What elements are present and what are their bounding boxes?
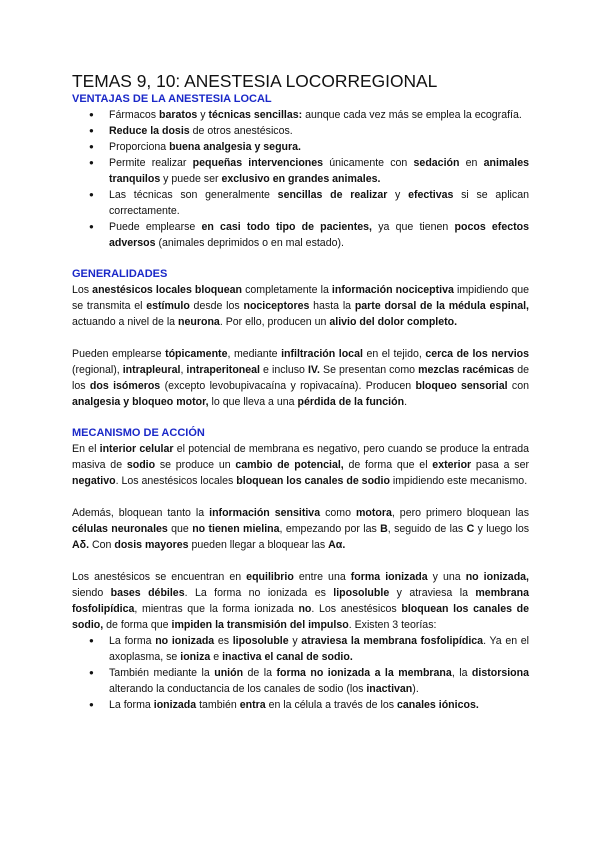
list-item: ● Las técnicas son generalmente sencillas de realizar y efectivas si se aplican correctamente. bbox=[109, 187, 529, 219]
list-item: ● Proporciona buena analgesia y segura. bbox=[109, 139, 529, 155]
list-item: ● Fármacos baratos y técnicas sencillas: aunque cada vez más se emplea la ecografía. bbox=[109, 107, 529, 123]
paragraph: Los anestésicos locales bloquean completamente la información nociceptiva impidiendo que se transmita el estímulo desde los nociceptores hasta la parte dorsal de la médula espinal, actuando a nivel de la neurona. Por ello, producen un alivio del dolor completo. bbox=[72, 284, 529, 328]
list-item: ● Puede emplearse en casi todo tipo de pacientes, ya que tienen pocos efectos adversos (animales deprimidos o en mal estado). bbox=[109, 219, 529, 251]
section-heading-generalidades: GENERALIDADES bbox=[72, 268, 168, 280]
list-item: ● La forma no ionizada es liposoluble y atraviesa la membrana fosfolipídica. Ya en el axoplasma, se ioniza e inactiva el canal de sodio. bbox=[109, 633, 529, 665]
paragraph: Los anestésicos se encuentran en equilibrio entre una forma ionizada y una no ionizada, siendo bases débiles. La forma no ionizada es liposoluble y atraviesa la membrana fosfolipídica, mientras que la forma ionizada no. Los anestésicos bloquean los canales de sodio, de forma que impiden la transmisión del impulso. Existen 3 teorías: bbox=[72, 571, 530, 631]
paragraph: En el interior celular el potencial de membrana es negativo, pero cuando se produce la entrada masiva de sodio se produce un cambio de potencial, de forma que el exterior pasa a ser negativo. Los anestésicos locales bloquean los canales de sodio impidiendo este mecanismo. bbox=[72, 443, 529, 487]
ventajas-list bbox=[72, 107, 529, 251]
section-heading-mecanismo: MECANISMO DE ACCIÓN bbox=[72, 427, 205, 439]
page-title: TEMAS 9, 10: ANESTESIA LOCORREGIONAL bbox=[72, 71, 438, 91]
teorias-list bbox=[72, 633, 529, 713]
list-item: ● Permite realizar pequeñas intervenciones únicamente con sedación en animales tranquilos y puede ser exclusivo en grandes animales. bbox=[109, 155, 529, 187]
list-item: ● Reduce la dosis de otros anestésicos. bbox=[109, 123, 529, 139]
list-item: ● También mediante la unión de la forma no ionizada a la membrana, la distorsiona alterando la conductancia de los canales de sodio (los inactivan). bbox=[109, 665, 529, 697]
list-item: ● La forma ionizada también entra en la célula a través de los canales iónicos. bbox=[109, 697, 529, 713]
document-content bbox=[72, 70, 529, 713]
paragraph: Pueden emplearse tópicamente, mediante infiltración local en el tejido, cerca de los nervios (regional), intrapleural, intraperitoneal e incluso IV. Se presentan como mezclas racémicas de los dos isómeros (excepto levobupivacaína y ropivacaína). Producen bloqueo sensorial con analgesia y bloqueo motor, lo que lleva a una pérdida de la función. bbox=[72, 348, 530, 408]
paragraph: Además, bloquean tanto la información sensitiva como motora, pero primero bloquean las células neuronales que no tienen mielina, empezando por las B, seguido de las C y luego los Aδ. Con dosis mayores pueden llegar a bloquear las Aα. bbox=[72, 507, 530, 551]
section-heading-ventajas: VENTAJAS DE LA ANESTESIA LOCAL bbox=[72, 93, 272, 105]
